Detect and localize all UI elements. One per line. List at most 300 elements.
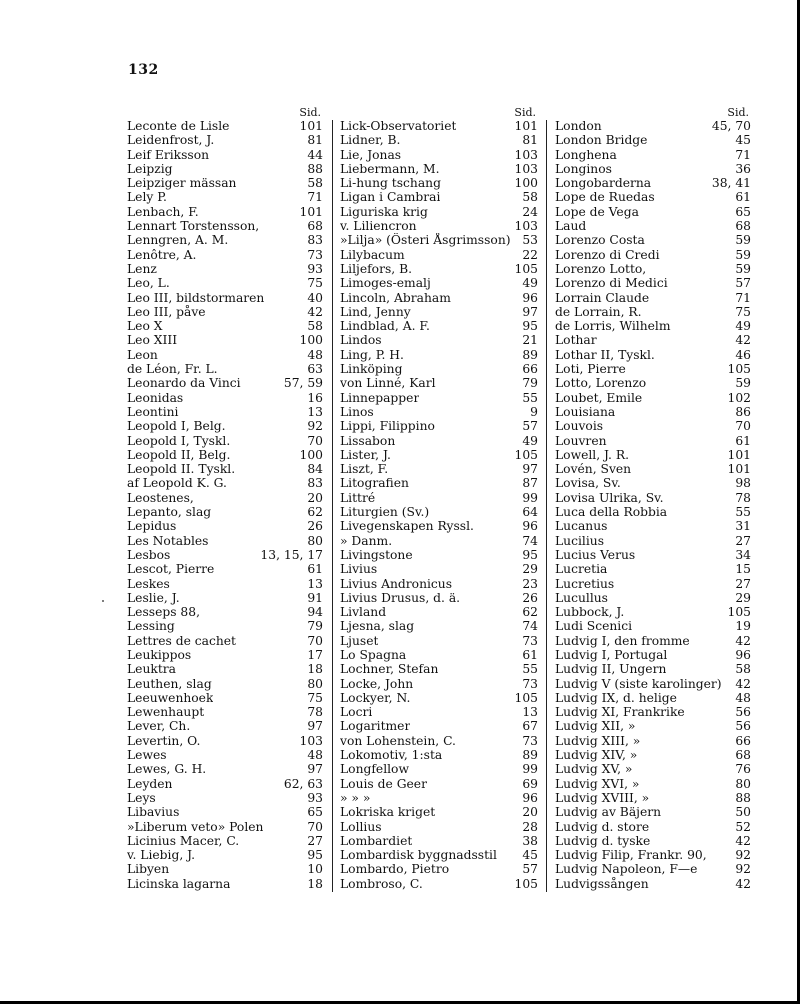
index-entry (340, 705, 538, 719)
entry-name: Leif Eriksson (127, 147, 210, 162)
entry-page: 49 (522, 276, 538, 291)
entry-name: Liturgien (Sv.) (340, 505, 430, 520)
index-entry (127, 705, 323, 719)
index-entry (555, 248, 751, 262)
index-entry (127, 519, 323, 533)
entry-page: 59 (735, 376, 751, 391)
index-entry (340, 591, 538, 605)
entry-name: Louvois (555, 419, 604, 434)
entry-name: Ludvig XII, » (555, 719, 636, 734)
entry-page: 70 (307, 819, 323, 834)
entry-page: 94 (307, 605, 323, 620)
index-entry (555, 362, 751, 376)
entry-name: Longinos (555, 161, 612, 176)
index-entry (127, 762, 323, 776)
entry-name: Lilybacum (340, 247, 405, 262)
entry-name: Loubet, Emile (555, 390, 643, 405)
index-entry (555, 577, 751, 591)
entry-name: Lokriska kriget (340, 805, 436, 820)
index-entry (127, 448, 323, 462)
entry-name: de Lorris, Wilhelm (555, 319, 671, 334)
entry-name: Liszt, F. (340, 462, 389, 477)
index-entry (127, 677, 323, 691)
entry-page: 57 (522, 419, 538, 434)
entry-name: Lombardisk byggnadsstil (340, 848, 497, 863)
entry-name: de Léon, Fr. L. (127, 362, 218, 377)
entry-name: » » » (340, 790, 371, 805)
index-entry (555, 405, 751, 419)
entry-page: 80 (735, 776, 751, 791)
entry-page: 59 (735, 233, 751, 248)
index-entry (127, 734, 323, 748)
index-entry (127, 505, 323, 519)
column-divider (546, 120, 547, 892)
entry-page: 80 (307, 676, 323, 691)
index-entry (340, 562, 538, 576)
entry-name: Lowell, J. R. (555, 447, 630, 462)
index-entry (340, 519, 538, 533)
index-entry (340, 862, 538, 876)
entry-page: 13 (522, 705, 538, 720)
entry-page: 45, 70 (711, 119, 751, 133)
entry-name: Lorenzo di Medici (555, 276, 668, 291)
entry-page: 63 (307, 362, 323, 377)
entry-page: 96 (522, 790, 538, 805)
entry-page: 27 (735, 533, 751, 548)
entry-page: 88 (735, 790, 751, 805)
entry-name: Liguriska krig (340, 204, 428, 219)
index-entry (555, 291, 751, 305)
entry-page: 57, 59 (283, 376, 323, 391)
entry-page: 58 (307, 176, 323, 191)
index-entry (555, 748, 751, 762)
entry-name: Liebermann, M. (340, 161, 440, 176)
entry-page: 48 (307, 748, 323, 763)
entry-page: 99 (522, 762, 538, 777)
index-entry (127, 233, 323, 247)
entry-page: 16 (307, 390, 323, 405)
entry-name: Ludvig V (siste karolinger) (555, 676, 722, 691)
entry-name: Lepanto, slag (127, 505, 212, 520)
entry-page: 84 (307, 462, 323, 477)
index-entry (555, 462, 751, 476)
entry-page: 20 (522, 805, 538, 820)
index-entry (555, 791, 751, 805)
entry-name: Ludvig I, Portugal (555, 647, 668, 662)
entry-page: 42 (735, 676, 751, 691)
entry-page: 61 (735, 433, 751, 448)
entry-name: Lepidus (127, 519, 177, 534)
entry-page: 101 (727, 462, 751, 477)
entry-name: v. Liebig, J. (127, 848, 196, 863)
index-entry (555, 262, 751, 276)
index-entry (555, 762, 751, 776)
entry-page: 99 (522, 490, 538, 505)
index-entry (340, 820, 538, 834)
entry-name: Ling, P. H. (340, 347, 404, 362)
entry-page: 10 (307, 862, 323, 877)
entry-name: Lorenzo Costa (555, 233, 645, 248)
entry-name: Ludvig d. tyske (555, 833, 651, 848)
entry-name: Lorrain Claude (555, 290, 650, 305)
entry-name: Leo III, bildstormaren (127, 290, 265, 305)
index-entry (555, 605, 751, 619)
entry-page: 36 (735, 161, 751, 176)
entry-name: Lucretius (555, 576, 615, 591)
entry-name: Lister, J. (340, 447, 391, 462)
entry-name: Leopold I, Tyskl. (127, 433, 231, 448)
index-entry (127, 834, 323, 848)
index-entry (127, 119, 323, 133)
entry-page: 27 (735, 576, 751, 591)
index-entry (555, 834, 751, 848)
entry-name: Libavius (127, 805, 180, 820)
entry-name: Ludvig XI, Frankrike (555, 705, 685, 720)
index-entry (555, 648, 751, 662)
index-entry (555, 376, 751, 390)
entry-name: Lesbos (127, 547, 171, 562)
index-entry (340, 405, 538, 419)
entry-page: 87 (522, 476, 538, 491)
entry-page: 26 (522, 590, 538, 605)
index-entry (555, 877, 751, 891)
index-entry (127, 190, 323, 204)
entry-page: 75 (307, 690, 323, 705)
entry-page: 58 (307, 319, 323, 334)
index-entry (555, 634, 751, 648)
index-entry (555, 491, 751, 505)
entry-name: Lope de Ruedas (555, 190, 655, 205)
index-entry (340, 848, 538, 862)
entry-page: 95 (307, 848, 323, 863)
entry-name: Laud (555, 219, 587, 234)
entry-page: 100 (299, 333, 323, 348)
entry-page: 92 (735, 862, 751, 877)
entry-name: London Bridge (555, 133, 648, 148)
scan-speck (102, 600, 104, 602)
entry-name: Leopold II, Belg. (127, 447, 231, 462)
entry-page: 89 (522, 748, 538, 763)
entry-page: 68 (735, 748, 751, 763)
index-entry (127, 577, 323, 591)
entry-page: 89 (522, 347, 538, 362)
index-entry (127, 605, 323, 619)
index-entry (555, 276, 751, 290)
entry-page: 69 (522, 776, 538, 791)
entry-name: Longobarderna (555, 176, 652, 191)
entry-name: Leo, L. (127, 276, 170, 291)
entry-page: 101 (299, 119, 323, 133)
entry-page: 38, 41 (711, 176, 751, 191)
entry-page: 98 (735, 476, 751, 491)
index-entry (555, 519, 751, 533)
entry-name: Ludvig d. store (555, 819, 650, 834)
entry-name: Livius Drusus, d. ä. (340, 590, 461, 605)
index-entry (340, 719, 538, 733)
entry-name: Licinius Macer, C. (127, 833, 240, 848)
entry-page: 53 (522, 233, 538, 248)
index-entry (127, 877, 323, 891)
entry-name: Ludvig IX, d. helige (555, 690, 677, 705)
entry-name: Leuthen, slag (127, 676, 212, 691)
index-entry (555, 619, 751, 633)
entry-name: v. Liliencron (340, 219, 417, 234)
index-entry (340, 762, 538, 776)
entry-page: 71 (735, 147, 751, 162)
entry-name: Leyden (127, 776, 173, 791)
entry-page: 34 (735, 547, 751, 562)
entry-name: Libyen (127, 862, 170, 877)
entry-page: 42 (735, 333, 751, 348)
entry-page: 42 (307, 304, 323, 319)
index-entry (340, 505, 538, 519)
entry-name: Ludvig XIII, » (555, 733, 641, 748)
entry-page: 103 (514, 147, 538, 162)
index-entry (340, 748, 538, 762)
entry-page: 105 (514, 447, 538, 462)
index-entry (340, 419, 538, 433)
entry-name: Lockyer, N. (340, 690, 411, 705)
entry-name: Livegenskapen Ryssl. (340, 519, 474, 534)
entry-page: 88 (307, 161, 323, 176)
entry-name: Leostenes, (127, 490, 194, 505)
index-entry (340, 133, 538, 147)
entry-page: 62 (307, 505, 323, 520)
index-entry (340, 176, 538, 190)
entry-name: Lombroso, C. (340, 876, 423, 891)
entry-page: 78 (735, 490, 751, 505)
index-entry (127, 319, 323, 333)
index-column-1 (127, 106, 323, 891)
entry-page: 74 (522, 619, 538, 634)
entry-page: 13, 15, 17 (260, 547, 323, 562)
index-entry (555, 591, 751, 605)
entry-name: Leonidas (127, 390, 184, 405)
entry-page: 56 (735, 705, 751, 720)
entry-page: 95 (522, 319, 538, 334)
entry-name: Lothar (555, 333, 597, 348)
entry-name: Leeuwenhoek (127, 690, 214, 705)
entry-name: Lenôtre, A. (127, 247, 197, 262)
entry-page: 79 (522, 376, 538, 391)
entry-page: 93 (307, 261, 323, 276)
entry-name: Lorenzo di Credi (555, 247, 660, 262)
entry-name: Lokomotiv, 1:sta (340, 748, 443, 763)
index-entry (340, 605, 538, 619)
entry-name: Longfellow (340, 762, 409, 777)
index-entry (127, 820, 323, 834)
entry-page: 96 (735, 647, 751, 662)
entry-page: 38 (522, 833, 538, 848)
entry-page: 59 (735, 261, 751, 276)
entry-page: 105 (514, 690, 538, 705)
index-entry (127, 262, 323, 276)
entry-page: 18 (307, 662, 323, 677)
index-entry (127, 634, 323, 648)
entry-name: Lind, Jenny (340, 304, 411, 319)
entry-name: Longhena (555, 147, 617, 162)
entry-name: Limoges-emalj (340, 276, 431, 291)
entry-name: Lucullus (555, 590, 608, 605)
entry-page: 103 (514, 219, 538, 234)
index-entry (555, 476, 751, 490)
entry-name: Leopold II. Tyskl. (127, 462, 236, 477)
entry-page: 78 (307, 705, 323, 720)
index-entry (340, 662, 538, 676)
entry-name: Linnepapper (340, 390, 420, 405)
index-entry (555, 434, 751, 448)
entry-name: Ludvig II, Ungern (555, 662, 667, 677)
entry-page: 46 (735, 347, 751, 362)
entry-name: Ludvig XVI, » (555, 776, 640, 791)
entry-page: 65 (307, 805, 323, 820)
entry-name: Lollius (340, 819, 382, 834)
entry-name: Lothar II, Tyskl. (555, 347, 655, 362)
index-entry (340, 677, 538, 691)
entry-page: 70 (307, 633, 323, 648)
entry-name: Ludvig XV, » (555, 762, 633, 777)
entry-name: de Lorrain, R. (555, 304, 642, 319)
index-entry (340, 333, 538, 347)
index-entry (127, 348, 323, 362)
entry-page: 42 (735, 876, 751, 891)
entry-page: 13 (307, 576, 323, 591)
entry-name: Ljuset (340, 633, 379, 648)
entry-name: Lidner, B. (340, 133, 401, 148)
index-entry (127, 434, 323, 448)
index-entry (127, 534, 323, 548)
entry-name: Lo Spagna (340, 647, 407, 662)
entry-name: Lochner, Stefan (340, 662, 439, 677)
entry-name: Locri (340, 705, 373, 720)
entry-name: Ljesna, slag (340, 619, 415, 634)
index-entry (555, 190, 751, 204)
index-entry (555, 119, 751, 133)
entry-name: Licinska lagarna (127, 876, 231, 891)
entry-name: Logaritmer (340, 719, 411, 734)
index-entry (340, 634, 538, 648)
entry-name: af Leopold K. G. (127, 476, 227, 491)
entry-name: Livius Andronicus (340, 576, 453, 591)
index-entry (555, 848, 751, 862)
index-entry (340, 734, 538, 748)
index-entry (555, 677, 751, 691)
index-entry (127, 205, 323, 219)
entry-page: 66 (522, 362, 538, 377)
column-divider (332, 120, 333, 892)
index-entry (555, 219, 751, 233)
entry-page: 56 (735, 719, 751, 734)
entry-name: Leys (127, 790, 156, 805)
index-entry (127, 805, 323, 819)
entry-page: 28 (522, 819, 538, 834)
entry-page: 105 (514, 261, 538, 276)
entry-page: 52 (735, 819, 751, 834)
entry-name: Ludi Scenici (555, 619, 633, 634)
index-entry (340, 291, 538, 305)
entry-page: 49 (735, 319, 751, 334)
entry-page: 73 (522, 733, 538, 748)
entry-name: Lenz (127, 261, 157, 276)
entry-name: Levertin, O. (127, 733, 201, 748)
index-entry (555, 448, 751, 462)
index-entry (127, 862, 323, 876)
sid-header: Sid. (299, 106, 321, 119)
index-entry (127, 591, 323, 605)
entry-name: Louis de Geer (340, 776, 427, 791)
entry-name: Leconte de Lisle (127, 119, 230, 133)
entry-name: Lombardiet (340, 833, 413, 848)
index-entry (340, 491, 538, 505)
index-entry (340, 476, 538, 490)
index-entry (340, 548, 538, 562)
index-entry (127, 305, 323, 319)
entry-page: 74 (522, 533, 538, 548)
entry-page: 96 (522, 290, 538, 305)
index-entry (127, 777, 323, 791)
entry-page: 65 (735, 204, 751, 219)
entry-page: 31 (735, 519, 751, 534)
entry-name: Lewenhaupt (127, 705, 205, 720)
entry-name: Leon (127, 347, 158, 362)
entry-name: Leo XIII (127, 333, 178, 348)
entry-name: Leidenfrost, J. (127, 133, 215, 148)
index-entry (555, 719, 751, 733)
entry-page: 97 (522, 304, 538, 319)
index-entry (340, 577, 538, 591)
entry-name: von Lohenstein, C. (340, 733, 456, 748)
index-entry (340, 648, 538, 662)
entry-page: 20 (307, 490, 323, 505)
index-entry (127, 176, 323, 190)
entry-name: Lope de Vega (555, 204, 639, 219)
entry-name: von Linné, Karl (340, 376, 436, 391)
entry-name: Lippi, Filippino (340, 419, 435, 434)
entry-page: 101 (299, 204, 323, 219)
entry-page: 67 (522, 719, 538, 734)
entry-page: 48 (735, 690, 751, 705)
entry-page: 83 (307, 233, 323, 248)
entry-page: 40 (307, 290, 323, 305)
index-entry (127, 276, 323, 290)
index-entry (127, 248, 323, 262)
entry-page: 92 (735, 848, 751, 863)
entry-name: Li-hung tschang (340, 176, 441, 191)
entry-page: 103 (514, 161, 538, 176)
index-entry (340, 248, 538, 262)
entry-name: Lindos (340, 333, 382, 348)
entry-name: Lessing (127, 619, 175, 634)
index-entry (555, 133, 751, 147)
entry-page: 42 (735, 633, 751, 648)
entry-name: Lever, Ch. (127, 719, 191, 734)
entry-page: 19 (735, 619, 751, 634)
entry-page: 95 (522, 547, 538, 562)
entry-page: 26 (307, 519, 323, 534)
index-entry (127, 419, 323, 433)
entry-page: 73 (522, 676, 538, 691)
entry-page: 76 (735, 762, 751, 777)
index-entry (127, 219, 323, 233)
entry-page: 92 (307, 419, 323, 434)
entry-name: Ludvig I, den fromme (555, 633, 690, 648)
entry-page: 18 (307, 876, 323, 891)
entry-name: Littré (340, 490, 376, 505)
entry-name: Leontini (127, 404, 179, 419)
entry-name: Louvren (555, 433, 607, 448)
index-entry (555, 205, 751, 219)
entry-page: 91 (307, 590, 323, 605)
